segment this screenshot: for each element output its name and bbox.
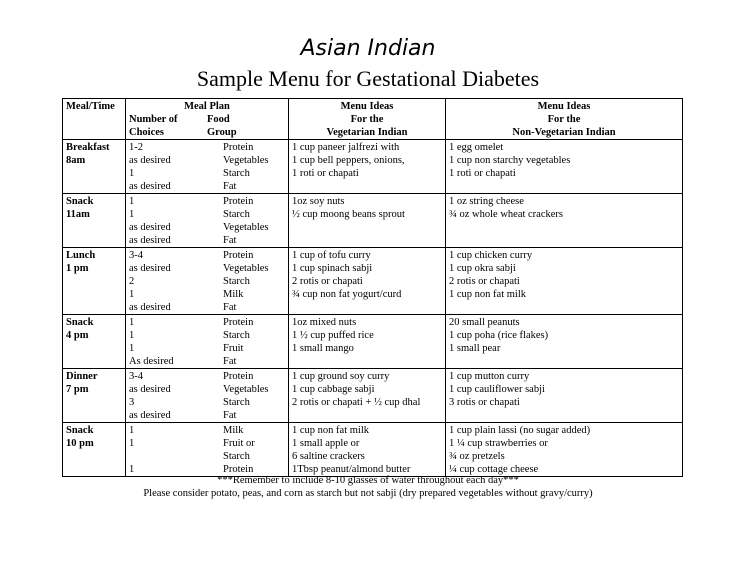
meal-time: 8am	[66, 155, 86, 166]
table-header-row	[63, 99, 683, 140]
header-vegetarian	[289, 99, 446, 140]
food-group: Fat	[223, 356, 237, 367]
table-row	[63, 140, 683, 194]
non-vegetarian-menu-item: 1 cup non starchy vegetables	[449, 155, 571, 166]
food-group: Protein	[223, 371, 254, 382]
food-group: Protein	[223, 317, 254, 328]
choice-quantity: 1	[129, 425, 135, 436]
header-veg-line1: Menu Ideas	[340, 101, 394, 112]
non-vegetarian-menu-item: 1 cup mutton curry	[449, 371, 530, 382]
meal-name: Snack	[66, 196, 94, 207]
vegetarian-menu-item: 1 roti or chapati	[292, 168, 359, 179]
meal-name: Snack	[66, 425, 94, 436]
non-vegetarian-menu-item: 1 cup poha (rice flakes)	[449, 330, 549, 341]
vegetarian-menu-item: 2 rotis or chapati	[292, 276, 363, 287]
choice-quantity: 1	[129, 317, 135, 328]
non-vegetarian-menu-cell	[446, 248, 683, 315]
choice-quantity: as desired	[129, 302, 171, 313]
non-vegetarian-menu-item: ¼ cup cottage cheese	[449, 464, 539, 475]
food-group: Starch	[223, 209, 250, 220]
meal-time: 11am	[66, 209, 90, 220]
choice-quantity: 1	[129, 343, 135, 354]
footer-notes	[0, 474, 736, 500]
food-group: Protein	[223, 196, 254, 207]
choice-quantity: 3-4	[129, 250, 143, 261]
header-nonveg-line2: For the	[547, 114, 581, 125]
non-vegetarian-menu-cell	[446, 369, 683, 423]
header-choices: Choices	[129, 127, 164, 138]
vegetarian-menu-item: 1 ½ cup puffed rice	[292, 330, 374, 341]
choice-quantity	[129, 450, 217, 463]
footer-starch-note: Please consider potato, peas, and corn as starch but not sabji (dry prepared vegetables without gravy/curry)	[143, 488, 593, 499]
choice-quantity: as desired	[129, 384, 171, 395]
meal-cell	[63, 423, 126, 477]
non-vegetarian-menu-item: 3 rotis or chapati	[449, 397, 520, 408]
non-vegetarian-menu-item: 2 rotis or chapati	[449, 276, 520, 287]
page-subtitle: Sample Menu for Gestational Diabetes	[196, 66, 540, 91]
table-row	[63, 423, 683, 477]
non-vegetarian-menu-item: 20 small peanuts	[449, 317, 520, 328]
vegetarian-menu-item: 2 rotis or chapati + ½ cup dhal	[292, 397, 421, 408]
non-vegetarian-menu-item: 1 cup non fat milk	[449, 289, 526, 300]
choices-cell	[126, 140, 221, 194]
choice-quantity: 1	[129, 464, 135, 475]
meal-cell	[63, 140, 126, 194]
choice-quantity: 1	[129, 168, 135, 179]
non-vegetarian-menu-item: 1 ¼ cup strawberries or	[449, 438, 548, 449]
choices-cell	[126, 369, 221, 423]
non-vegetarian-menu-item: ¾ oz whole wheat crackers	[449, 209, 563, 220]
meal-time: 1 pm	[66, 263, 89, 274]
meal-time: 4 pm	[66, 330, 89, 341]
choice-quantity: 1	[129, 209, 135, 220]
choice-quantity: 1	[129, 196, 135, 207]
non-vegetarian-menu-item: ¾ oz pretzels	[449, 451, 505, 462]
header-nonveg-line3: Non-Vegetarian Indian	[512, 127, 616, 138]
table-body	[63, 140, 683, 477]
choice-quantity: 3	[129, 397, 135, 408]
choice-quantity: 1	[129, 438, 135, 449]
food-group: Protein	[223, 464, 254, 475]
food-group-cell	[220, 369, 289, 423]
vegetarian-menu-cell	[289, 248, 446, 315]
vegetarian-menu-item: 1 cup spinach sabji	[292, 263, 373, 274]
choice-quantity: as desired	[129, 155, 171, 166]
non-vegetarian-menu-item: 1 cup cauliflower sabji	[449, 384, 545, 395]
table-row	[63, 315, 683, 369]
meal-cell	[63, 194, 126, 248]
meal-time: 10 pm	[66, 438, 94, 449]
non-vegetarian-menu-item: 1 cup okra sabji	[449, 263, 516, 274]
choice-quantity: 2	[129, 276, 135, 287]
vegetarian-menu-cell	[289, 140, 446, 194]
choice-quantity: 1-2	[129, 142, 143, 153]
non-vegetarian-menu-cell	[446, 194, 683, 248]
food-group: Fat	[223, 410, 237, 421]
food-group-cell	[220, 423, 289, 477]
food-group: Starch	[223, 397, 250, 408]
vegetarian-menu-item: 1 cup non fat milk	[292, 425, 369, 436]
non-vegetarian-menu-item: 1 cup chicken curry	[449, 250, 533, 261]
vegetarian-menu-item: 1 cup bell peppers, onions,	[292, 155, 405, 166]
choices-cell	[126, 423, 221, 477]
choice-quantity: as desired	[129, 410, 171, 421]
header-meal-plan-label: Meal Plan	[184, 101, 230, 112]
food-group: Fat	[223, 235, 237, 246]
meal-name: Snack	[66, 317, 94, 328]
vegetarian-menu-cell	[289, 369, 446, 423]
non-vegetarian-menu-cell	[446, 140, 683, 194]
choices-cell	[126, 248, 221, 315]
meal-time: 7 pm	[66, 384, 89, 395]
choice-quantity: as desired	[129, 181, 171, 192]
page-title: Asian Indian	[300, 36, 436, 61]
choice-quantity: as desired	[129, 263, 171, 274]
food-group: Vegetables	[223, 222, 269, 233]
food-group: Vegetables	[223, 155, 269, 166]
non-vegetarian-menu-item: 1 small pear	[449, 343, 501, 354]
header-meal-time	[63, 99, 126, 140]
choice-quantity: As desired	[129, 356, 174, 367]
header-group: Group	[207, 127, 237, 138]
food-group: Vegetables	[223, 384, 269, 395]
food-group: Vegetables	[223, 263, 269, 274]
vegetarian-menu-cell	[289, 315, 446, 369]
vegetarian-menu-item: ¾ cup non fat yogurt/curd	[292, 289, 402, 300]
header-veg-line2: For the	[350, 114, 384, 125]
vegetarian-menu-item: ½ cup moong beans sprout	[292, 209, 405, 220]
vegetarian-menu-item: 1oz mixed nuts	[292, 317, 357, 328]
non-vegetarian-menu-item: 1 oz string cheese	[449, 196, 524, 207]
choice-quantity: 1	[129, 289, 135, 300]
vegetarian-menu-item: 1oz soy nuts	[292, 196, 345, 207]
non-vegetarian-menu-cell	[446, 315, 683, 369]
table-row	[63, 369, 683, 423]
choices-cell	[126, 315, 221, 369]
table-row	[63, 248, 683, 315]
choices-cell	[126, 194, 221, 248]
food-group: Milk	[223, 289, 244, 300]
header-nonveg-line1: Menu Ideas	[537, 101, 591, 112]
choice-quantity: 1	[129, 330, 135, 341]
non-vegetarian-menu-cell	[446, 423, 683, 477]
food-group: Milk	[223, 425, 244, 436]
vegetarian-menu-item: 1 small mango	[292, 343, 354, 354]
choice-quantity: 3-4	[129, 371, 143, 382]
meal-name: Dinner	[66, 371, 98, 382]
meal-cell	[63, 315, 126, 369]
header-non-vegetarian	[446, 99, 683, 140]
choice-quantity: as desired	[129, 235, 171, 246]
food-group: Fat	[223, 181, 237, 192]
food-group: Starch	[223, 451, 250, 462]
meal-cell	[63, 248, 126, 315]
food-group: Protein	[223, 250, 254, 261]
header-meal-plan	[126, 99, 289, 140]
header-meal-time-label: Meal/Time	[66, 101, 115, 112]
food-group: Fruit	[223, 343, 244, 354]
food-group: Fat	[223, 302, 237, 313]
food-group: Starch	[223, 168, 250, 179]
food-group-cell	[220, 315, 289, 369]
vegetarian-menu-cell	[289, 194, 446, 248]
non-vegetarian-menu-item: 1 roti or chapati	[449, 168, 516, 179]
meal-name: Lunch	[66, 250, 96, 261]
food-group: Protein	[223, 142, 254, 153]
vegetarian-menu-item: 1 small apple or	[292, 438, 360, 449]
table-row	[63, 194, 683, 248]
vegetarian-menu-cell	[289, 423, 446, 477]
meal-plan-table	[62, 98, 683, 477]
meal-name: Breakfast	[66, 142, 110, 153]
footer-water-note: ***Remember to include 8-10 glasses of water throughout each day***	[217, 475, 519, 486]
vegetarian-menu-item: 1Tbsp peanut/almond butter	[292, 464, 411, 475]
vegetarian-menu-item: 1 cup ground soy curry	[292, 371, 390, 382]
food-group: Fruit or	[223, 438, 255, 449]
food-group-cell	[220, 140, 289, 194]
vegetarian-menu-item: 1 cup paneer jalfrezi with	[292, 142, 400, 153]
header-food: Food	[207, 114, 230, 125]
food-group: Starch	[223, 276, 250, 287]
non-vegetarian-menu-item: 1 egg omelet	[449, 142, 504, 153]
vegetarian-menu-item: 1 cup of tofu curry	[292, 250, 371, 261]
non-vegetarian-menu-item: 1 cup plain lassi (no sugar added)	[449, 425, 591, 436]
meal-cell	[63, 369, 126, 423]
vegetarian-menu-item: 6 saltine crackers	[292, 451, 365, 462]
choice-quantity: as desired	[129, 222, 171, 233]
food-group: Starch	[223, 330, 250, 341]
vegetarian-menu-item: 1 cup cabbage sabji	[292, 384, 375, 395]
header-veg-line3: Vegetarian Indian	[326, 127, 408, 138]
food-group-cell	[220, 194, 289, 248]
food-group-cell	[220, 248, 289, 315]
header-number-of: Number of	[129, 114, 178, 125]
